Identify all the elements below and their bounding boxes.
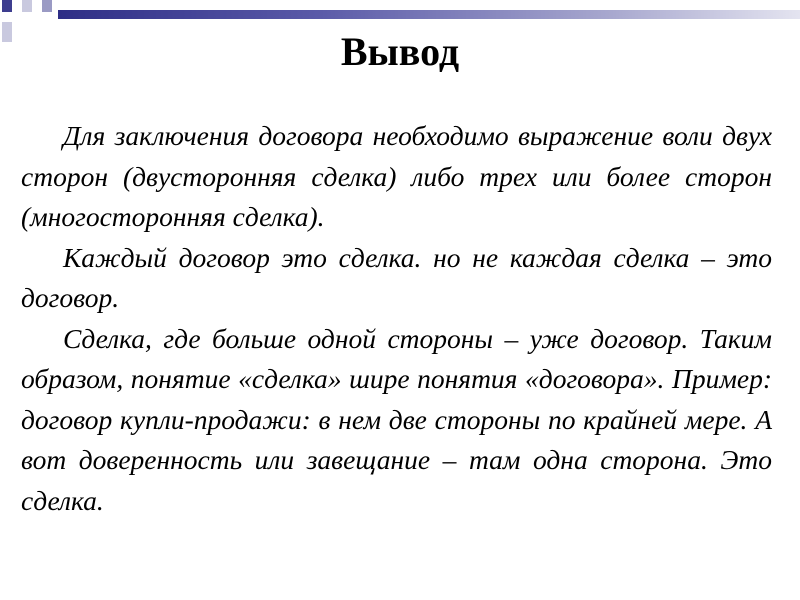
- decor-square: [42, 0, 52, 12]
- paragraph: Для заключения договора необходимо выражение воли двух сторон (двусторонняя сделка) либо трех или более сторон (многосторонняя сделка).: [21, 120, 772, 232]
- slide-body: [21, 116, 772, 521]
- decor-header-bar: [58, 10, 800, 19]
- decor-square: [2, 0, 12, 12]
- decor-square: [22, 0, 32, 12]
- paragraph: Сделка, где больше одной стороны – уже договор. Таким образом, понятие «сделка» шире понятия «договора». Пример: договор купли-продажи: в нем две стороны по крайней мере. А вот доверенность или завещание – там одна сторона. Это сделка.: [21, 322, 772, 516]
- paragraph: Каждый договор это сделка. но не каждая сделка – это договор.: [21, 241, 772, 313]
- slide-title: Вывод: [340, 29, 460, 74]
